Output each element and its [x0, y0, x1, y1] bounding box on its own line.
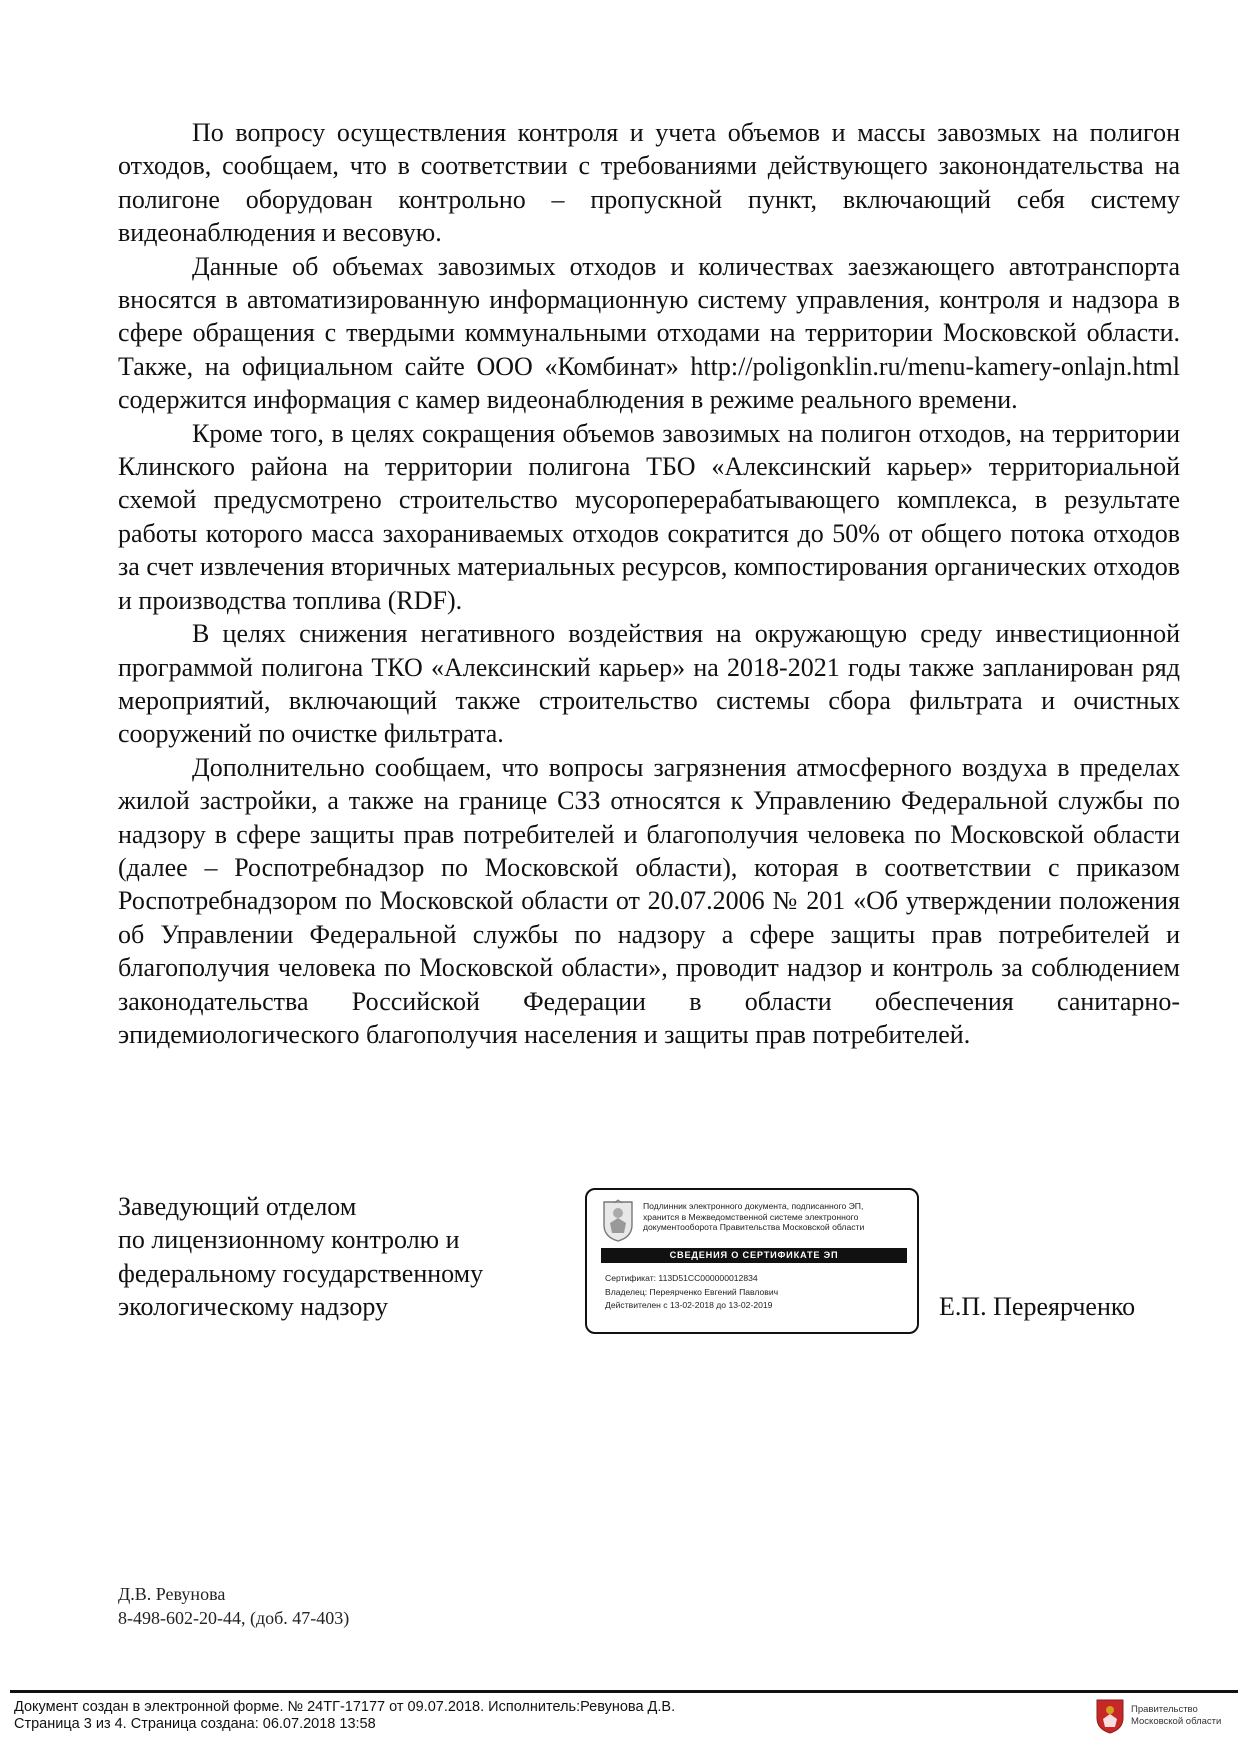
body-paragraph: Дополнительно сообщаем, что вопросы загрязнения атмосферного воздуха в пределах жилой застройки, а также на границе СЗЗ относятся к Управлению Федеральной службы по надзору в сфере защиты прав потребителей и благополучия человека по Московской области (далее – Роспотребнадзор по Московской области), которая в соответствии с приказом Роспотребнадзором по Московской области от 20.07.2006 № 201 «Об утверждении положения об Управлении Федеральной службы по надзору а сфере защиты прав потребителей и благополучия человека по Московской области», проводит надзор и контроль за соблюдением законодательства Российской Федерации в области обеспечения санитарно-эпидемиологического благополучия населения и защиты прав потребителей.: [118, 752, 1180, 1049]
signer-name: Е.П. Переярченко: [939, 1292, 1136, 1321]
footer-divider: [10, 1690, 1238, 1693]
letter-body: [118, 116, 1180, 1051]
stamp-header-line: документооборота Правительства Московской области: [643, 1222, 865, 1232]
footer-page-info: Страница 3 из 4. Страница создана: 06.07.2018 13:58: [14, 1716, 376, 1732]
footer-logo-line: Правительство: [1131, 1704, 1198, 1715]
stamp-header-line: Подлинник электронного документа, подписанного ЭП,: [643, 1201, 864, 1211]
stamp-details: [605, 1272, 905, 1313]
body-paragraph: В целях снижения негативного воздействия на окружающую среду инвестиционной программой полигона ТКО «Алексинский карьер» на 2018-2021 годы также запланирован ряд мероприятий, включающий также строительство системы сбора фильтрата и очистных сооружений по очистке фильтрата.: [118, 619, 1180, 749]
performer-block: [118, 1582, 349, 1630]
body-paragraph: Данные об объемах завозимых отходов и количествах заезжающего автотранспорта вносятся в автоматизированную информационную систему управления, контроля и надзора в сфере обращения с твердыми коммунальными отходами на территории Московской области. Также, на официальном сайте ООО «Комбинат» http://poligonklin.ru/menu-kamery-onlajn.html содержится информация с камер видеонаблюдения в режиме реального времени.: [118, 251, 1180, 415]
footer-document-info: Документ создан в электронной форме. № 24ТГ-17177 от 09.07.2018. Исполнитель:Ревунова Д.В.: [14, 1699, 676, 1715]
stamp-header: [643, 1201, 913, 1233]
stamp-banner: СВЕДЕНИЯ О СЕРТИФИКАТЕ ЭП: [601, 1248, 907, 1263]
performer-phone: 8-498-602-20-44, (доб. 47-403): [118, 1608, 350, 1628]
stamp-certificate: Сертификат: 113D51CC000000012834: [605, 1273, 758, 1283]
moscow-region-emblem-icon: [1095, 1698, 1125, 1734]
signer-position-line: по лицензионному контролю и: [118, 1225, 460, 1255]
signer-position-line: Заведующий отделом: [118, 1192, 357, 1221]
signer-position-line: экологическому надзору: [118, 1292, 389, 1322]
footer-logo-text: [1131, 1704, 1221, 1727]
signer-position-line: федеральному государственному: [118, 1258, 484, 1288]
performer-name: Д.В. Ревунова: [118, 1584, 226, 1604]
coat-of-arms-icon: [601, 1199, 635, 1243]
body-paragraph: По вопросу осуществления контроля и учета объемов и массы завозмых на полигон отходов, сообщаем, что в соответствии с требованиями действующего законондательства на полигоне оборудован контрольно – пропускной пункт, включающий себя систему видеонаблюдения и весовую.: [118, 118, 1180, 248]
stamp-header-line: хранится в Межведомственной системе электронного: [643, 1211, 859, 1222]
stamp-validity: Действителен с 13-02-2018 до 13-02-2019: [605, 1300, 773, 1310]
electronic-signature-stamp: [585, 1188, 919, 1334]
body-paragraph: Кроме того, в целях сокращения объемов завозимых на полигон отходов, на территории Клинского района на территории полигона ТБО «Алексинский карьер» территориальной схемой предусмотрено строительство мусороперерабатывающего комплекса, в результате работы которого масса захораниваемых отходов сократится до 50% от общего потока отходов за счет извлечения вторичных материальных ресурсов, компостирования органических отходов и производства топлива (RDF).: [118, 418, 1180, 615]
signer-position: [118, 1190, 483, 1324]
footer-text: [14, 1699, 675, 1733]
stamp-owner: Владелец: Переярченко Евгений Павлович: [605, 1286, 779, 1297]
footer-logo-line: Московской области: [1131, 1715, 1222, 1727]
